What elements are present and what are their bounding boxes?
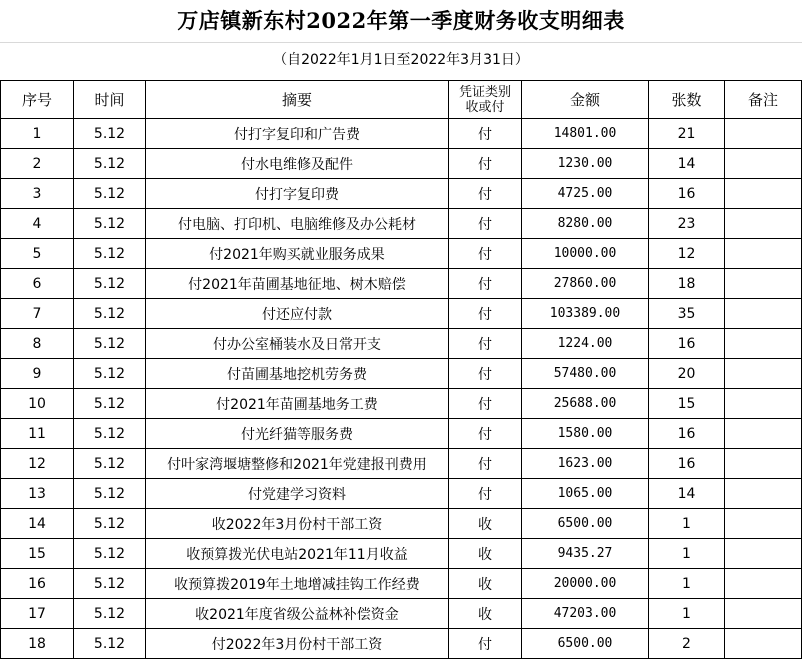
header-index[interactable]: 序号 <box>1 81 74 119</box>
table-row <box>1 179 802 209</box>
table-row <box>1 299 802 329</box>
cell-remark[interactable] <box>725 239 802 269</box>
page-title: 万店镇新东村2022年第一季度财务收支明细表 <box>0 0 802 43</box>
cell-index[interactable]: 10 <box>1 389 74 419</box>
cell-time[interactable]: 5.12 <box>74 629 146 659</box>
cell-count[interactable]: 1 <box>649 539 725 569</box>
cell-summary[interactable]: 付打字复印和广告费 <box>146 119 449 149</box>
table-row <box>1 569 802 599</box>
cell-index[interactable]: 12 <box>1 449 74 479</box>
cell-index[interactable]: 15 <box>1 539 74 569</box>
cell-type[interactable]: 付 <box>449 449 522 479</box>
cell-type[interactable]: 付 <box>449 239 522 269</box>
cell-remark[interactable] <box>725 329 802 359</box>
table-row <box>1 149 802 179</box>
cell-count[interactable]: 1 <box>649 509 725 539</box>
cell-summary[interactable]: 付水电维修及配件 <box>146 149 449 179</box>
cell-time[interactable]: 5.12 <box>74 329 146 359</box>
cell-index[interactable]: 1 <box>1 119 74 149</box>
cell-time[interactable]: 5.12 <box>74 599 146 629</box>
cell-type[interactable]: 收 <box>449 569 522 599</box>
cell-summary[interactable]: 付办公室桶装水及日常开支 <box>146 329 449 359</box>
cell-summary[interactable]: 收预算拨光伏电站2021年11月收益 <box>146 539 449 569</box>
cell-amount[interactable]: 1623.00 <box>522 449 649 479</box>
cell-amount[interactable]: 1580.00 <box>522 419 649 449</box>
cell-amount[interactable]: 6500.00 <box>522 509 649 539</box>
table-row <box>1 389 802 419</box>
table-row <box>1 239 802 269</box>
cell-index[interactable]: 8 <box>1 329 74 359</box>
cell-time[interactable]: 5.12 <box>74 479 146 509</box>
cell-summary[interactable]: 付光纤猫等服务费 <box>146 419 449 449</box>
header-remark[interactable]: 备注 <box>725 81 802 119</box>
cell-summary[interactable]: 付叶家湾堰塘整修和2021年党建报刊费用 <box>146 449 449 479</box>
cell-time[interactable]: 5.12 <box>74 119 146 149</box>
table-row <box>1 539 802 569</box>
cell-remark[interactable] <box>725 509 802 539</box>
header-type-line1: 凭证类别 <box>458 84 511 100</box>
cell-amount[interactable]: 4725.00 <box>522 179 649 209</box>
cell-index[interactable]: 3 <box>1 179 74 209</box>
table-row <box>1 419 802 449</box>
cell-amount[interactable]: 6500.00 <box>522 629 649 659</box>
cell-type[interactable]: 付 <box>449 359 522 389</box>
cell-summary[interactable]: 付2021年购买就业服务成果 <box>146 239 449 269</box>
cell-remark[interactable] <box>725 149 802 179</box>
cell-type[interactable]: 收 <box>449 599 522 629</box>
cell-time[interactable]: 5.12 <box>74 149 146 179</box>
cell-summary[interactable]: 付电脑、打印机、电脑维修及办公耗材 <box>146 209 449 239</box>
cell-index[interactable]: 11 <box>1 419 74 449</box>
cell-remark[interactable] <box>725 179 802 209</box>
cell-count[interactable]: 1 <box>649 599 725 629</box>
cell-count[interactable]: 16 <box>649 449 725 479</box>
cell-amount[interactable]: 1224.00 <box>522 329 649 359</box>
table-row <box>1 209 802 239</box>
cell-index[interactable]: 5 <box>1 239 74 269</box>
cell-remark[interactable] <box>725 629 802 659</box>
cell-time[interactable]: 5.12 <box>74 569 146 599</box>
cell-remark[interactable] <box>725 449 802 479</box>
cell-type[interactable]: 收 <box>449 509 522 539</box>
cell-count[interactable]: 21 <box>649 119 725 149</box>
cell-index[interactable]: 9 <box>1 359 74 389</box>
cell-index[interactable]: 14 <box>1 509 74 539</box>
cell-summary[interactable]: 收2021年度省级公益林补偿资金 <box>146 599 449 629</box>
cell-type[interactable]: 付 <box>449 419 522 449</box>
cell-count[interactable]: 23 <box>649 209 725 239</box>
cell-amount[interactable]: 47203.00 <box>522 599 649 629</box>
header-row <box>1 81 802 119</box>
table-row <box>1 509 802 539</box>
cell-remark[interactable] <box>725 479 802 509</box>
cell-count[interactable]: 16 <box>649 179 725 209</box>
cell-remark[interactable] <box>725 599 802 629</box>
cell-time[interactable]: 5.12 <box>74 269 146 299</box>
cell-count[interactable]: 12 <box>649 239 725 269</box>
cell-summary[interactable]: 收预算拨2019年土地增减挂钩工作经费 <box>146 569 449 599</box>
cell-remark[interactable] <box>725 119 802 149</box>
cell-summary[interactable]: 付2022年3月份村干部工资 <box>146 629 449 659</box>
date-range-subtitle: （自2022年1月1日至2022年3月31日） <box>273 52 529 68</box>
cell-remark[interactable] <box>725 389 802 419</box>
table-row <box>1 449 802 479</box>
cell-time[interactable]: 5.12 <box>74 299 146 329</box>
table-row <box>1 629 802 659</box>
cell-time[interactable]: 5.12 <box>74 239 146 269</box>
cell-remark[interactable] <box>725 299 802 329</box>
cell-count[interactable]: 20 <box>649 359 725 389</box>
cell-remark[interactable] <box>725 569 802 599</box>
cell-type[interactable]: 付 <box>449 389 522 419</box>
cell-type[interactable]: 付 <box>449 329 522 359</box>
cell-time[interactable]: 5.12 <box>74 359 146 389</box>
cell-time[interactable]: 5.12 <box>74 389 146 419</box>
header-type-line2: 收或付 <box>465 99 505 115</box>
header-amount[interactable]: 金额 <box>522 81 649 119</box>
table-row <box>1 329 802 359</box>
cell-type[interactable]: 付 <box>449 179 522 209</box>
cell-amount[interactable]: 14801.00 <box>522 119 649 149</box>
cell-index[interactable]: 2 <box>1 149 74 179</box>
cell-amount[interactable]: 27860.00 <box>522 269 649 299</box>
cell-remark[interactable] <box>725 209 802 239</box>
cell-index[interactable]: 4 <box>1 209 74 239</box>
cell-amount[interactable]: 8280.00 <box>522 209 649 239</box>
cell-summary[interactable]: 付苗圃基地挖机劳务费 <box>146 359 449 389</box>
cell-amount[interactable]: 10000.00 <box>522 239 649 269</box>
cell-index[interactable]: 13 <box>1 479 74 509</box>
table-row <box>1 479 802 509</box>
cell-count[interactable]: 14 <box>649 479 725 509</box>
header-count[interactable]: 张数 <box>649 81 725 119</box>
cell-count[interactable]: 16 <box>649 419 725 449</box>
table-row <box>1 119 802 149</box>
cell-remark[interactable] <box>725 359 802 389</box>
cell-remark[interactable] <box>725 539 802 569</box>
cell-amount[interactable]: 57480.00 <box>522 359 649 389</box>
cell-summary[interactable]: 付2021年苗圃基地务工费 <box>146 389 449 419</box>
finance-table <box>0 80 802 659</box>
cell-amount[interactable]: 1230.00 <box>522 149 649 179</box>
cell-amount[interactable]: 103389.00 <box>522 299 649 329</box>
cell-count[interactable]: 15 <box>649 389 725 419</box>
cell-summary[interactable]: 付打字复印费 <box>146 179 449 209</box>
cell-index[interactable]: 6 <box>1 269 74 299</box>
cell-type[interactable]: 付 <box>449 479 522 509</box>
cell-index[interactable]: 16 <box>1 569 74 599</box>
cell-type[interactable]: 付 <box>449 209 522 239</box>
header-summary[interactable]: 摘要 <box>146 81 449 119</box>
cell-count[interactable]: 14 <box>649 149 725 179</box>
table-row <box>1 269 802 299</box>
cell-type[interactable]: 付 <box>449 269 522 299</box>
cell-count[interactable]: 35 <box>649 299 725 329</box>
cell-count[interactable]: 18 <box>649 269 725 299</box>
cell-index[interactable]: 7 <box>1 299 74 329</box>
cell-amount[interactable]: 1065.00 <box>522 479 649 509</box>
cell-time[interactable]: 5.12 <box>74 419 146 449</box>
cell-time[interactable]: 5.12 <box>74 179 146 209</box>
cell-type[interactable]: 付 <box>449 149 522 179</box>
cell-type[interactable]: 付 <box>449 299 522 329</box>
cell-type[interactable]: 收 <box>449 539 522 569</box>
cell-count[interactable]: 16 <box>649 329 725 359</box>
cell-summary[interactable]: 收2022年3月份村干部工资 <box>146 509 449 539</box>
cell-index[interactable]: 17 <box>1 599 74 629</box>
header-type[interactable] <box>449 81 522 119</box>
table-row <box>1 599 802 629</box>
cell-summary[interactable]: 付党建学习资料 <box>146 479 449 509</box>
cell-time[interactable]: 5.12 <box>74 509 146 539</box>
header-time[interactable]: 时间 <box>74 81 146 119</box>
cell-type[interactable]: 付 <box>449 629 522 659</box>
cell-count[interactable]: 1 <box>649 569 725 599</box>
cell-index[interactable]: 18 <box>1 629 74 659</box>
cell-time[interactable]: 5.12 <box>74 539 146 569</box>
cell-amount[interactable]: 9435.27 <box>522 539 649 569</box>
cell-count[interactable]: 2 <box>649 629 725 659</box>
cell-remark[interactable] <box>725 419 802 449</box>
cell-time[interactable]: 5.12 <box>74 209 146 239</box>
cell-summary[interactable]: 付2021年苗圃基地征地、树木赔偿 <box>146 269 449 299</box>
cell-amount[interactable]: 25688.00 <box>522 389 649 419</box>
cell-summary[interactable]: 付还应付款 <box>146 299 449 329</box>
table-row <box>1 359 802 389</box>
cell-time[interactable]: 5.12 <box>74 449 146 479</box>
cell-remark[interactable] <box>725 269 802 299</box>
cell-type[interactable]: 付 <box>449 119 522 149</box>
cell-amount[interactable]: 20000.00 <box>522 569 649 599</box>
